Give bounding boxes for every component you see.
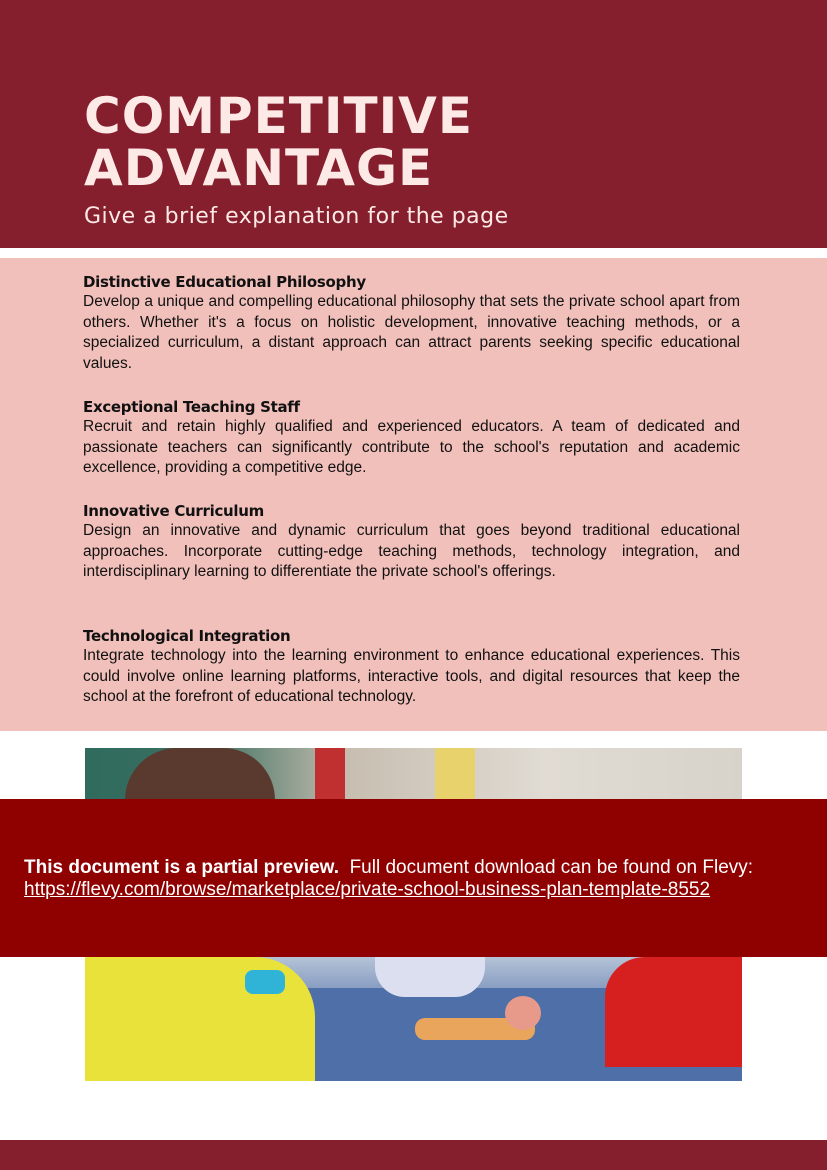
section-body: Develop a unique and compelling educational philosophy that sets the private school apart from others. Whether it's a focus on holistic development, innovative teaching methods, or a specialized curriculum, a distant approach can attract parents seeking specific educational values. xyxy=(83,293,740,373)
section-teaching-staff xyxy=(83,397,740,479)
photo-toy-pot xyxy=(505,996,541,1030)
photo-poster xyxy=(435,748,475,800)
section-technological-integration xyxy=(83,626,740,708)
preview-notice-text: Full document download can be found on Flevy: xyxy=(349,857,754,878)
section-heading: Exceptional Teaching Staff xyxy=(83,398,300,416)
footer-band xyxy=(0,1140,827,1170)
photo-shelf xyxy=(315,748,345,800)
preview-notice xyxy=(24,857,753,879)
section-heading: Technological Integration xyxy=(83,627,291,645)
section-distinctive-philosophy xyxy=(83,272,740,375)
page-title xyxy=(84,87,474,197)
photo-cup xyxy=(245,970,285,994)
section-heading: Distinctive Educational Philosophy xyxy=(83,273,366,291)
section-body: Integrate technology into the learning environment to enhance educational experiences. This could involve online learning platforms, interactive tools, and digital resources that keep the school at the forefront of educational technology. xyxy=(83,647,740,706)
photo-child-white xyxy=(375,957,485,997)
section-body: Recruit and retain highly qualified and experienced educators. A team of dedicated and passionate teachers can significantly contribute to the school's reputation and academic excellence, providing a competitive edge. xyxy=(83,418,740,477)
preview-banner xyxy=(0,799,827,957)
header-band xyxy=(0,0,827,248)
page-subtitle: Give a brief explanation for the page xyxy=(84,204,509,229)
section-innovative-curriculum xyxy=(83,501,740,583)
section-heading: Innovative Curriculum xyxy=(83,502,264,520)
preview-notice-bold: This document is a partial preview. xyxy=(24,857,339,878)
title-line-1: COMPETITIVE xyxy=(84,87,474,145)
download-link[interactable]: https://flevy.com/browse/marketplace/private-school-business-plan-template-8552 xyxy=(24,879,711,900)
title-line-2: ADVANTAGE xyxy=(84,139,434,197)
section-body: Design an innovative and dynamic curriculum that goes beyond traditional educational approaches. Incorporate cutting-edge teaching methods, technology integration, and interdisciplinary learning to differentiate the private school's offerings. xyxy=(83,522,740,581)
photo-child-red xyxy=(605,957,742,1067)
